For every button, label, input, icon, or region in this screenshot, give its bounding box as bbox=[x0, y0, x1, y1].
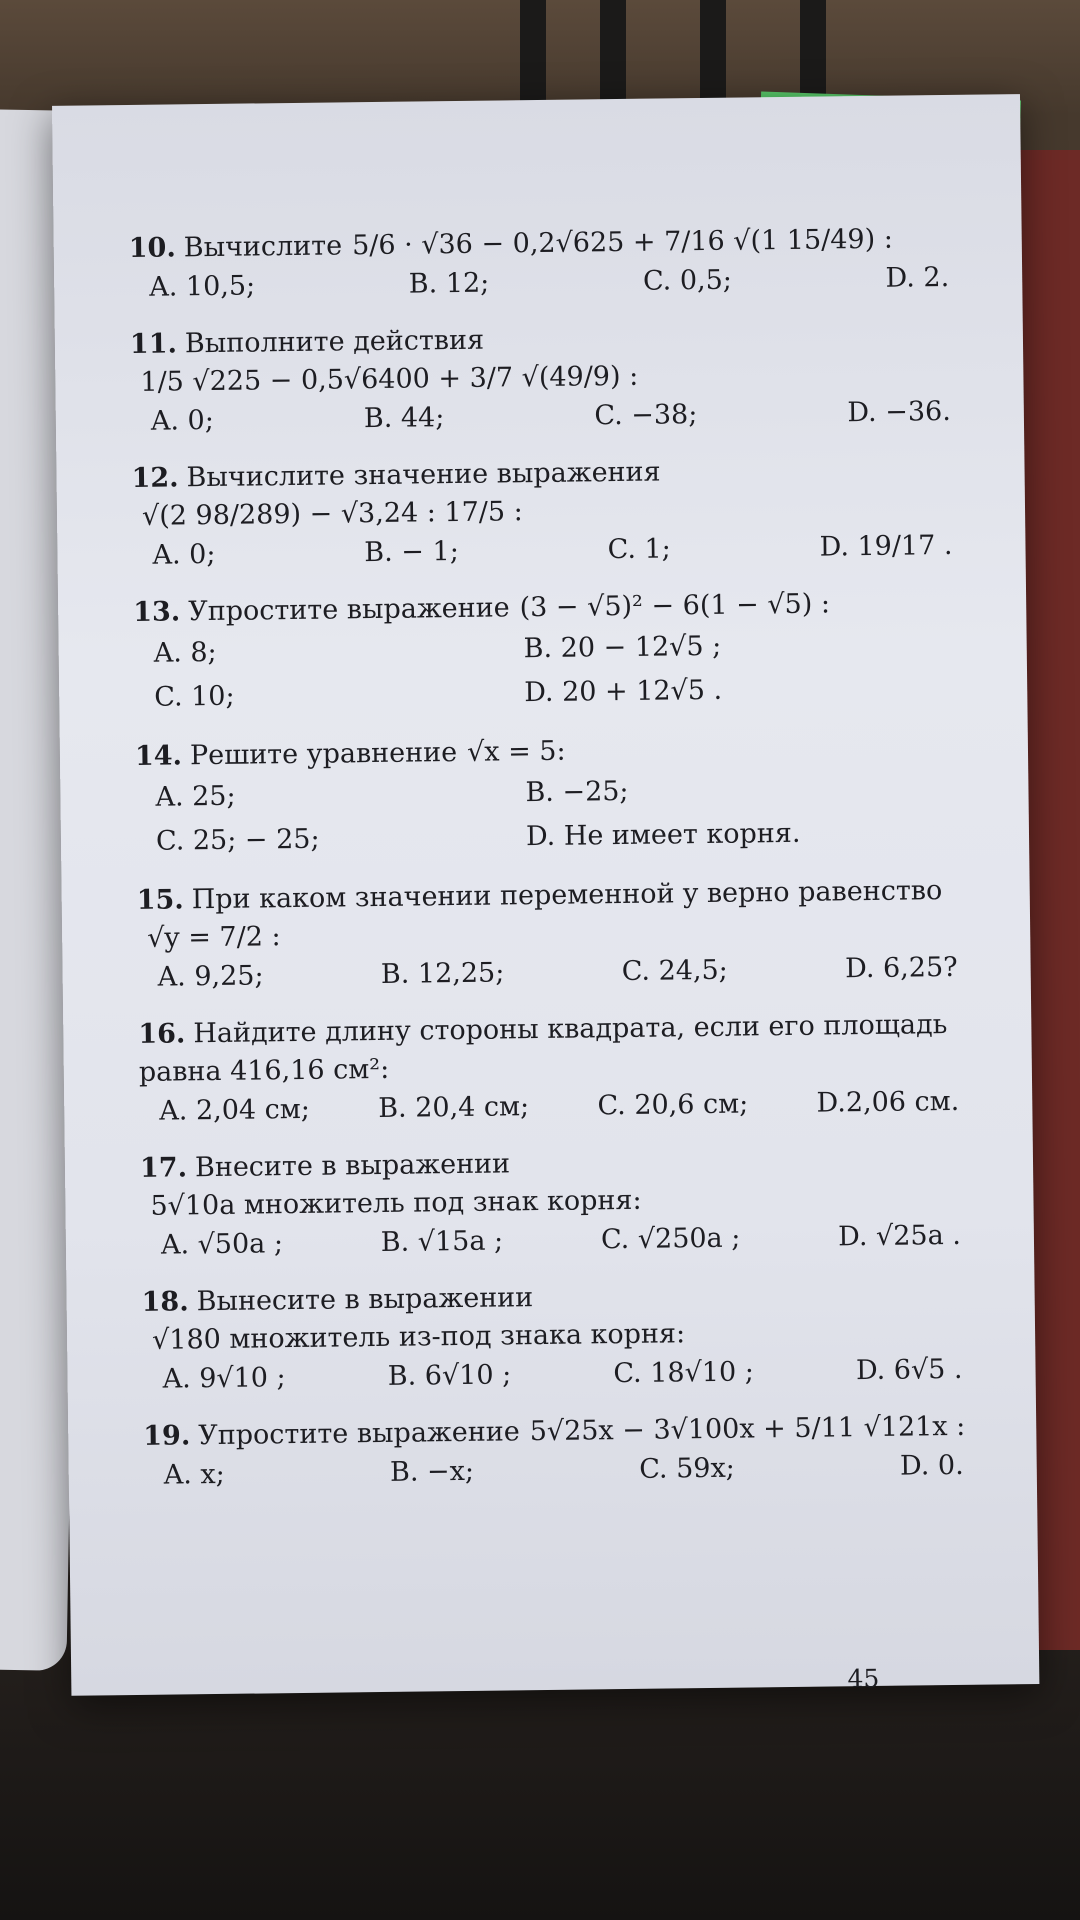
option-c: C. 18√10 ; bbox=[613, 1356, 755, 1390]
option-a: A. 9,25; bbox=[157, 960, 264, 993]
option-a: A. 0; bbox=[152, 538, 216, 571]
answer-options bbox=[135, 765, 996, 864]
option-d: D. 6,25? bbox=[844, 951, 958, 985]
question-number: 15. bbox=[136, 884, 184, 916]
question-19 bbox=[143, 1407, 1004, 1496]
question-number: 19. bbox=[143, 1420, 191, 1452]
option-a: A. √50a ; bbox=[160, 1228, 284, 1261]
question-text: Вычислите bbox=[183, 230, 343, 264]
question-15 bbox=[137, 871, 998, 997]
option-b: B. 20 − 12√5 ; bbox=[523, 630, 722, 665]
question-number: 18. bbox=[141, 1286, 189, 1318]
question-14 bbox=[135, 727, 996, 863]
question-text: Вынесите в выражении bbox=[196, 1282, 534, 1318]
option-a: A. 25; bbox=[155, 780, 236, 813]
option-d: D. −36. bbox=[847, 395, 951, 429]
question-expression: √y = 7/2 : bbox=[147, 921, 281, 954]
option-b: B. 44; bbox=[363, 402, 445, 435]
option-b: B. √15a ; bbox=[380, 1225, 504, 1258]
option-b: B. − 1; bbox=[364, 535, 460, 569]
option-c: C. √250a ; bbox=[600, 1222, 741, 1256]
option-c: C. −38; bbox=[594, 399, 698, 432]
question-expression: 1/5 √225 − 0,5√6400 + 3/7 √(49/9) : bbox=[140, 360, 639, 398]
question-text: Вычислите значение выражения bbox=[186, 456, 661, 494]
option-b: B. −25; bbox=[525, 775, 629, 809]
question-17 bbox=[140, 1139, 1001, 1265]
question-number: 11. bbox=[129, 328, 178, 360]
option-c: C. 20,6 см; bbox=[597, 1088, 749, 1122]
question-number: 17. bbox=[139, 1152, 188, 1184]
question-number: 16. bbox=[138, 1018, 186, 1050]
option-b: B. 6√10 ; bbox=[387, 1359, 512, 1392]
option-b: B. −x; bbox=[389, 1455, 475, 1488]
option-a: A. x; bbox=[163, 1458, 225, 1491]
page-number: 45 bbox=[847, 1663, 880, 1694]
question-expression: √(2 98/289) − √3,24 : 17/5 : bbox=[141, 496, 523, 532]
book-page bbox=[52, 94, 1039, 1696]
question-number: 10. bbox=[128, 232, 176, 264]
option-d: D. 19/17 . bbox=[819, 529, 953, 563]
question-text: Выполните действия bbox=[184, 324, 485, 360]
option-d: D. 2. bbox=[885, 261, 950, 294]
answer-options bbox=[133, 621, 994, 720]
question-text: Решите уравнение bbox=[189, 737, 458, 772]
option-b: B. 20,4 см; bbox=[378, 1091, 530, 1125]
option-c: C. 10; bbox=[154, 680, 235, 713]
question-number: 13. bbox=[133, 596, 181, 628]
option-d: D. √25a . bbox=[838, 1219, 962, 1253]
question-16 bbox=[138, 1005, 999, 1131]
option-a: A. 2,04 см; bbox=[159, 1093, 311, 1127]
option-a: A. 9√10 ; bbox=[162, 1362, 286, 1395]
option-d: D. 0. bbox=[899, 1449, 964, 1482]
option-c: C. 24,5; bbox=[621, 954, 728, 988]
question-number: 14. bbox=[134, 740, 183, 772]
option-b: B. 12; bbox=[408, 267, 490, 300]
question-11 bbox=[130, 315, 991, 441]
question-text: Упростите выражение bbox=[198, 1416, 520, 1452]
question-expression: √x = 5: bbox=[466, 735, 566, 768]
chair-leg bbox=[520, 0, 546, 110]
question-expression: 5√10a множитель под знак корня: bbox=[150, 1184, 642, 1222]
option-a: A. 10,5; bbox=[149, 270, 256, 303]
option-c: C. 0,5; bbox=[642, 264, 733, 297]
option-a: A. 0; bbox=[150, 404, 215, 437]
question-13 bbox=[133, 583, 994, 719]
option-d: D.2,06 см. bbox=[816, 1085, 960, 1119]
chair-leg bbox=[600, 0, 626, 110]
option-c: C. 25; − 25; bbox=[155, 823, 320, 857]
question-expression: (3 − √5)² − 6(1 − √5) : bbox=[519, 588, 831, 624]
chair-leg bbox=[700, 0, 726, 110]
question-number: 12. bbox=[131, 462, 179, 494]
question-10 bbox=[129, 219, 990, 308]
question-text: Внесите в выражении bbox=[194, 1148, 511, 1184]
option-c: C. 1; bbox=[607, 533, 671, 566]
option-b: B. 12,25; bbox=[380, 957, 505, 990]
question-expression: √180 множитель из-под знака корня: bbox=[151, 1318, 686, 1356]
question-text: Найдите длину стороны квадрата, если его площадь равна 416,16 см²: bbox=[138, 1009, 948, 1088]
question-expression: 5/6 · √36 − 0,2√625 + 7/16 √(1 15/49) : bbox=[351, 223, 894, 262]
question-text: При каком значении переменной y верно равенство bbox=[191, 875, 943, 916]
question-18 bbox=[141, 1273, 1002, 1399]
option-d: D. 6√5 . bbox=[855, 1353, 963, 1387]
option-d: D. 20 + 12√5 . bbox=[524, 674, 723, 709]
question-text: Упростите выражение bbox=[188, 592, 510, 628]
question-expression: 5√25x − 3√100x + 5/11 √121x : bbox=[529, 1410, 966, 1448]
option-d: D. Не имеет корня. bbox=[525, 817, 801, 853]
option-c: C. 59x; bbox=[639, 1452, 735, 1485]
questions-list bbox=[129, 219, 1005, 1513]
question-12 bbox=[131, 449, 992, 575]
option-a: A. 8; bbox=[153, 636, 217, 669]
